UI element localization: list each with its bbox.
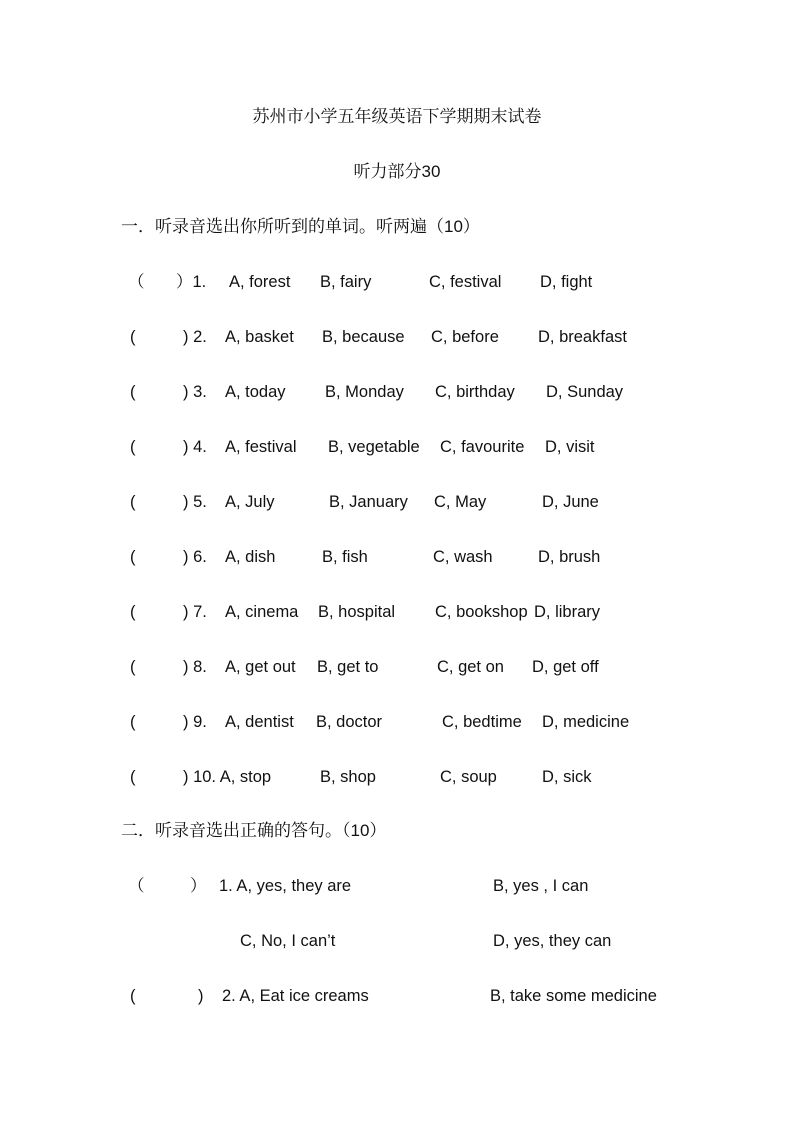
option-d: D, breakfast bbox=[538, 328, 627, 346]
option-c: C, bookshop bbox=[435, 603, 528, 621]
option-d: D, brush bbox=[538, 548, 601, 566]
option-b: B, take some medicine bbox=[490, 987, 657, 1005]
option-a: A, July bbox=[225, 493, 275, 511]
question-number: ) 8. bbox=[183, 658, 207, 676]
option-a: A, forest bbox=[229, 273, 291, 291]
option-c: C, festival bbox=[429, 273, 502, 291]
answer-paren-open: ( bbox=[130, 548, 136, 566]
option-a: 1. A, yes, they are bbox=[219, 877, 352, 895]
question-number: ) 7. bbox=[183, 603, 207, 621]
option-b: B, yes , I can bbox=[493, 877, 589, 895]
page-title: 苏州市小学五年级英语下学期期末试卷 bbox=[252, 107, 542, 126]
option-d: D, visit bbox=[545, 438, 595, 456]
answer-paren-open: ( bbox=[130, 493, 136, 511]
option-c: C, May bbox=[434, 493, 487, 511]
option-b: B, get to bbox=[317, 658, 379, 676]
answer-paren-open: （ bbox=[128, 877, 145, 895]
option-a: A, dish bbox=[225, 548, 276, 566]
option-a: 2. A, Eat ice creams bbox=[222, 987, 369, 1005]
option-a: A, get out bbox=[225, 658, 296, 676]
option-c: C, get on bbox=[437, 658, 504, 676]
option-a: A, dentist bbox=[225, 713, 294, 731]
option-a: A, cinema bbox=[225, 603, 299, 621]
question-number: ）1. bbox=[176, 273, 207, 291]
answer-paren-close: ） bbox=[190, 877, 207, 895]
answer-paren-open: ( bbox=[130, 713, 136, 731]
answer-paren-open: ( bbox=[130, 328, 136, 346]
answer-paren-open: ( bbox=[130, 438, 136, 456]
option-b: B, fairy bbox=[320, 273, 372, 291]
question-number: ) 2. bbox=[183, 328, 207, 346]
option-d: D, library bbox=[534, 603, 601, 621]
answer-paren-open: ( bbox=[130, 768, 136, 786]
option-d: D, medicine bbox=[542, 713, 630, 731]
option-b: B, because bbox=[322, 328, 405, 346]
option-c: C, soup bbox=[440, 768, 497, 786]
option-c: C, birthday bbox=[435, 383, 515, 401]
option-b: B, fish bbox=[322, 548, 368, 566]
option-d: D, Sunday bbox=[546, 383, 624, 401]
question-number: ) 5. bbox=[183, 493, 207, 511]
option-d: D, yes, they can bbox=[493, 932, 612, 950]
option-c: C, bedtime bbox=[442, 713, 522, 731]
question-number: ) 9. bbox=[183, 713, 207, 731]
question-number: ) 3. bbox=[183, 383, 207, 401]
question-number: ) 10. A, stop bbox=[183, 768, 272, 786]
section-1-heading: 一．听录音选出你所听到的单词。听两遍（10） bbox=[121, 217, 480, 236]
answer-paren-open: ( bbox=[130, 658, 136, 676]
answer-paren-open: ( bbox=[130, 987, 136, 1005]
answer-paren-open: ( bbox=[130, 603, 136, 621]
option-b: B, doctor bbox=[316, 713, 383, 731]
option-a: A, festival bbox=[225, 438, 297, 456]
option-b: B, hospital bbox=[318, 603, 396, 621]
option-d: D, June bbox=[542, 493, 599, 511]
option-b: B, vegetable bbox=[328, 438, 420, 456]
option-c: C, favourite bbox=[440, 438, 525, 456]
option-c: C, before bbox=[431, 328, 499, 346]
section-2-heading: 二．听录音选出正确的答句。（10） bbox=[121, 821, 387, 840]
option-d: D, sick bbox=[542, 768, 592, 786]
option-c: C, No, I can’t bbox=[240, 932, 336, 950]
option-d: D, fight bbox=[540, 273, 593, 291]
option-b: B, January bbox=[329, 493, 408, 511]
option-a: A, basket bbox=[225, 328, 294, 346]
answer-paren-close: ) bbox=[198, 987, 204, 1005]
option-c: C, wash bbox=[433, 548, 493, 566]
question-number: ) 4. bbox=[183, 438, 207, 456]
option-b: B, Monday bbox=[325, 383, 404, 401]
option-a: A, today bbox=[225, 383, 286, 401]
option-d: D, get off bbox=[532, 658, 599, 676]
answer-paren-open: （ bbox=[128, 273, 145, 291]
page-subtitle: 听力部分30 bbox=[353, 162, 441, 181]
answer-paren-open: ( bbox=[130, 383, 136, 401]
option-b: B, shop bbox=[320, 768, 376, 786]
question-number: ) 6. bbox=[183, 548, 207, 566]
